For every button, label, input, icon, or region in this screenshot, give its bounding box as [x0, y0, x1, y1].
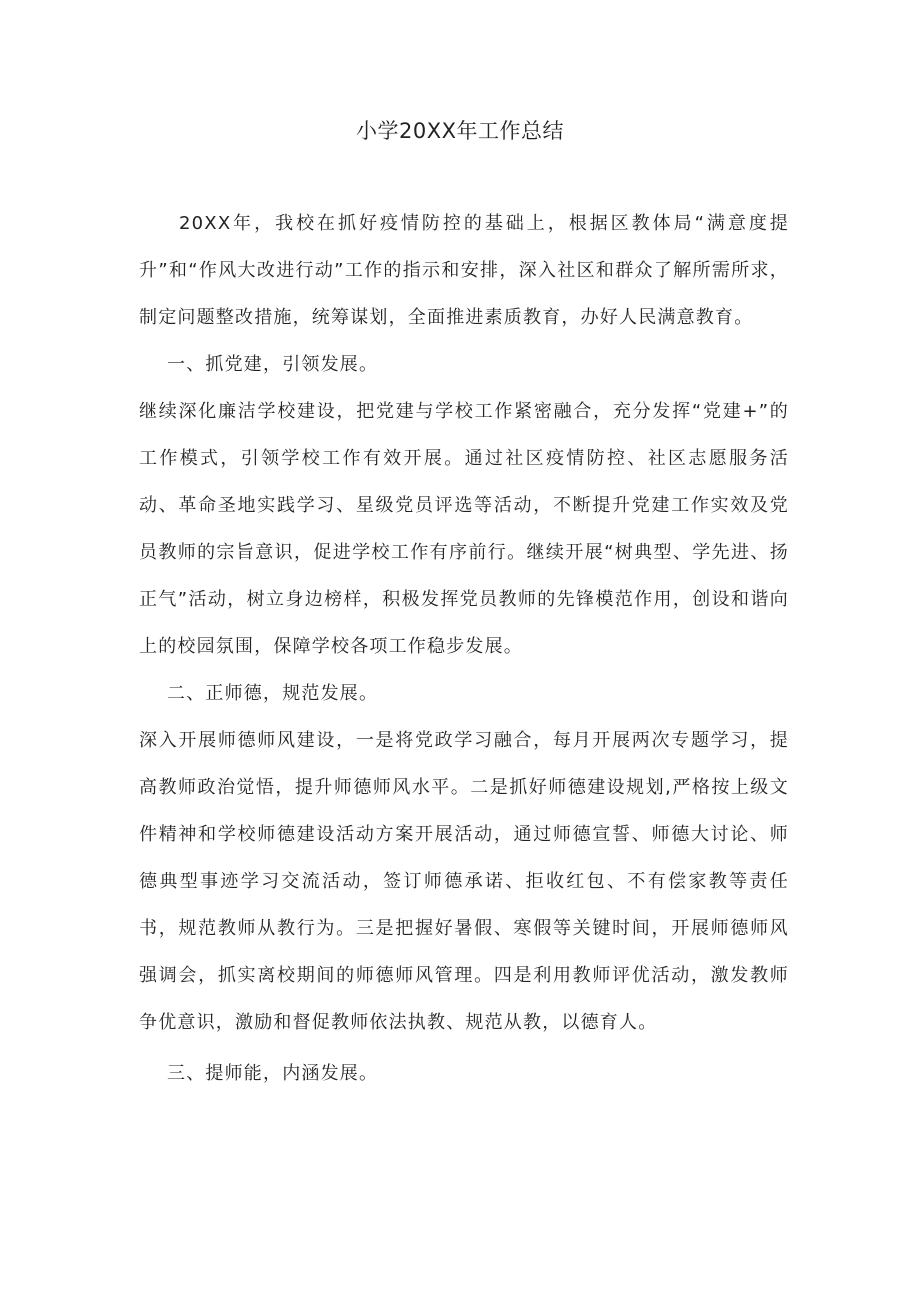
section-heading-1: 一、抓党建，引领发展。 [167, 354, 379, 375]
document-title: 小学20XX年工作总结 [356, 119, 564, 143]
intro-paragraph: 20XX年，我校在抓好疫情防控的基础上，根据区教体局“满意度提升”和“作风大改进行动”工作的指示和安排，深入社区和群众了解所需所求，制定问题整改措施，统筹谋划，全面推进素质教育，办好人民满意教育。 [139, 213, 789, 328]
section-heading-3: 三、提师能，内涵发展。 [167, 1063, 379, 1084]
section-heading-2: 二、正师德，规范发展。 [167, 683, 379, 704]
section-body-1: 继续深化廉洁学校建设，把党建与学校工作紧密融合，充分发挥“党建+”的工作模式，引领学校工作有效开展。通过社区疫情防控、社区志愿服务活动、革命圣地实践学习、星级党员评选等活动，不断提升党建工作实效及党员教师的宗旨意识，促进学校工作有序前行。继续开展“树典型、学先进、扬正气”活动，树立身边榜样，积极发挥党员教师的先锋模范作用，创设和谐向上的校园氛围，保障学校各项工作稳步发展。 [139, 401, 789, 657]
document-body [139, 200, 789, 1097]
section-body-2: 深入开展师德师风建设，一是将党政学习融合，每月开展两次专题学习，提高教师政治觉悟，提升师德师风水平。二是抓好师德建设规划,严格按上级文件精神和学校师德建设活动方案开展活动，通过师德宣誓、师德大讨论、师德典型事迹学习交流活动，签订师德承诺、拒收红包、不有偿家教等责任书，规范教师从教行为。三是把握好暑假、寒假等关键时间，开展师德师风强调会，抓实离校期间的师德师风管理。四是利用教师评优活动，激发教师争优意识，激励和督促教师依法执教、规范从教，以德育人。 [139, 730, 789, 1033]
